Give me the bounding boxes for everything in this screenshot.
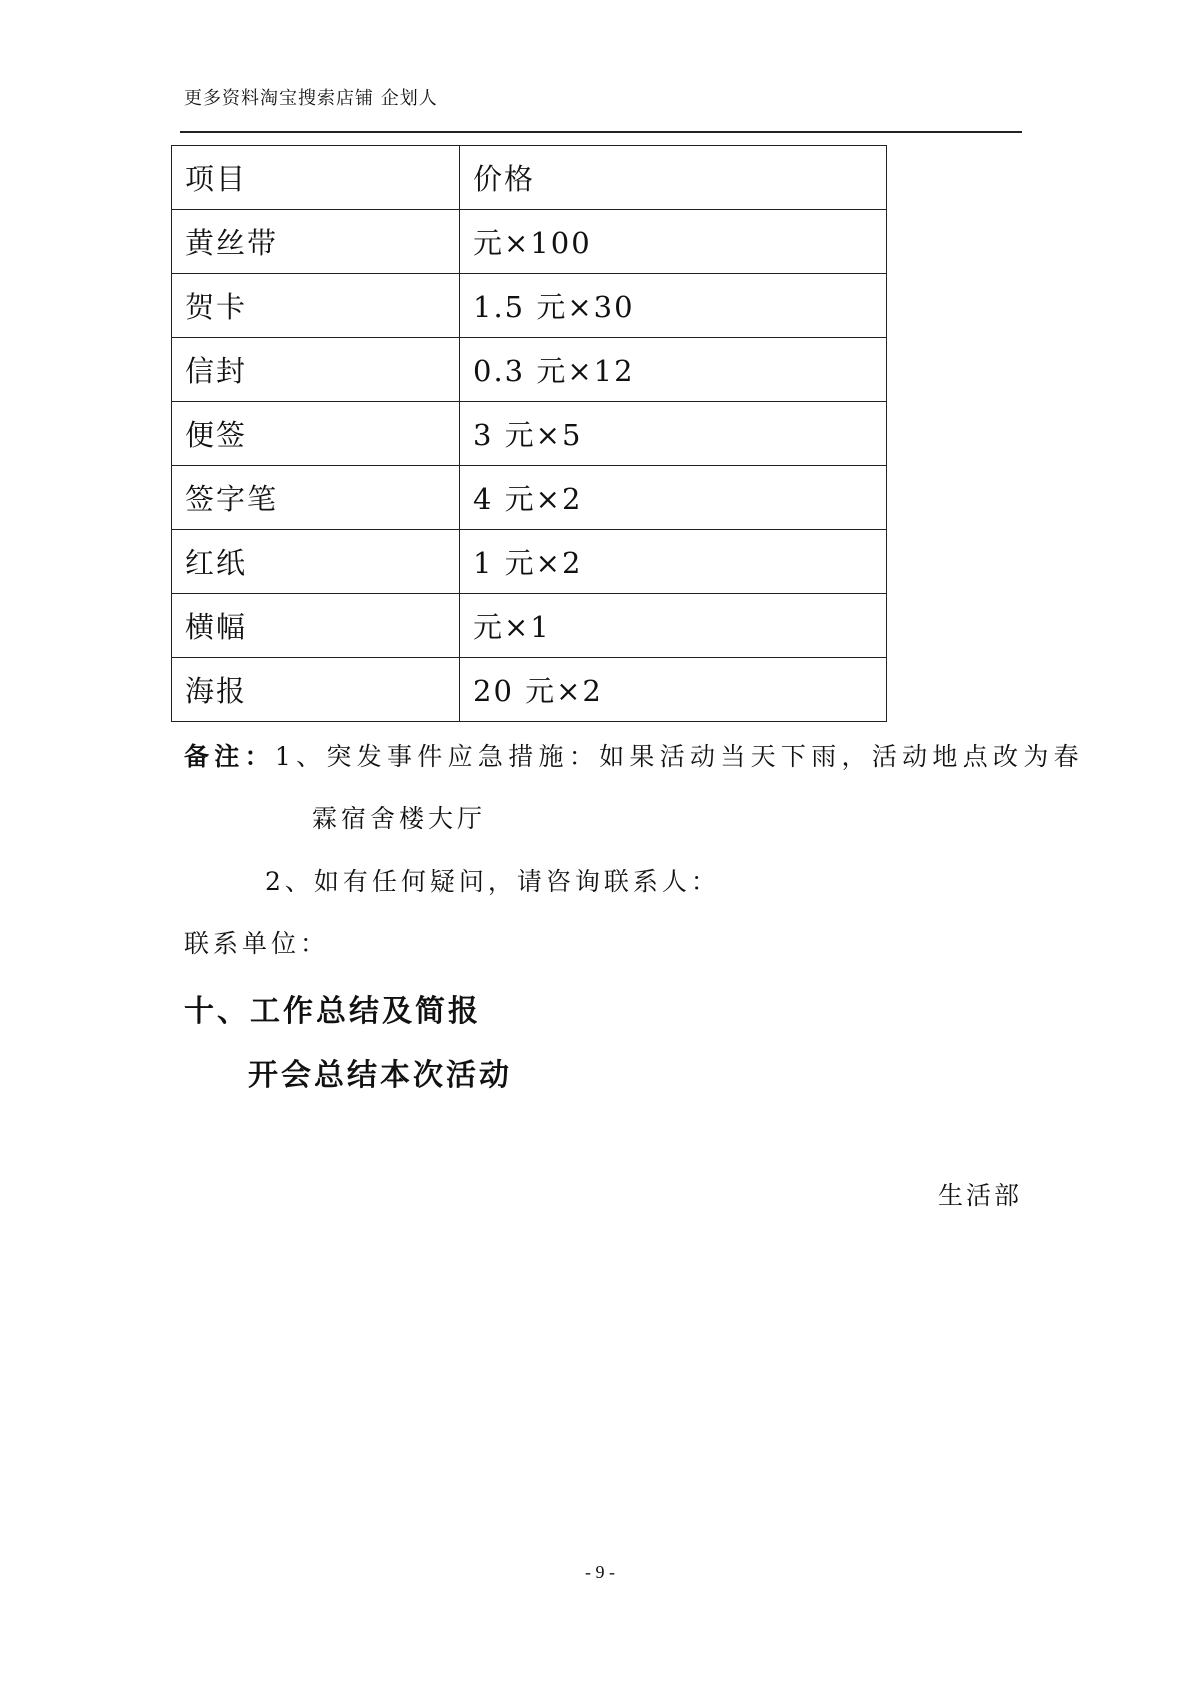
- table-cell-price: 元×1: [460, 594, 887, 658]
- table-cell-item: 贺卡: [172, 274, 460, 338]
- table-cell-item: 黄丝带: [172, 210, 460, 274]
- table-row: [172, 466, 887, 530]
- page-number: - 9 -: [585, 1562, 615, 1582]
- section-body: 开会总结本次活动: [248, 1058, 512, 1093]
- table-cell-price: 1.5 元×30: [460, 274, 887, 338]
- table-row: [172, 338, 887, 402]
- table-cell-price: 4 元×2: [460, 466, 887, 530]
- note-1-continuation: 霖宿舍楼大厅: [312, 804, 487, 833]
- table-cell-price: 0.3 元×12: [460, 338, 887, 402]
- table-cell-item: 红纸: [172, 530, 460, 594]
- table-cell-price: 元×100: [460, 210, 887, 274]
- table-header-item: 项目: [172, 146, 460, 210]
- table-cell-item: 签字笔: [172, 466, 460, 530]
- note-1-text: 1、突发事件应急措施：如果活动当天下雨，活动地点改为春: [274, 742, 1084, 771]
- table-header-price: 价格: [460, 146, 887, 210]
- table-row: [172, 530, 887, 594]
- table-cell-price: 1 元×2: [460, 530, 887, 594]
- note-label: 备注：: [184, 742, 275, 771]
- note-1: [184, 737, 1084, 773]
- table-cell-item: 信封: [172, 338, 460, 402]
- table-row: [172, 658, 887, 722]
- table-row: [172, 402, 887, 466]
- price-table: [171, 145, 887, 722]
- note-2: 2、如有任何疑问，请咨询联系人：: [265, 867, 720, 896]
- table-cell-item: 横幅: [172, 594, 460, 658]
- table-row: [172, 594, 887, 658]
- table-cell-item: 便签: [172, 402, 460, 466]
- table-cell-price: 20 元×2: [460, 658, 887, 722]
- table-row: [172, 274, 887, 338]
- table-row: [172, 210, 887, 274]
- signature: 生活部: [937, 1181, 1022, 1210]
- table-cell-price: 3 元×5: [460, 402, 887, 466]
- table-header-row: [172, 146, 887, 210]
- contact-unit: 联系单位：: [184, 929, 330, 958]
- page-header: 更多资料淘宝搜索店铺 企划人: [184, 88, 438, 109]
- section-title: 十、工作总结及简报: [184, 994, 481, 1029]
- table-cell-item: 海报: [172, 658, 460, 722]
- header-divider: [180, 131, 1022, 133]
